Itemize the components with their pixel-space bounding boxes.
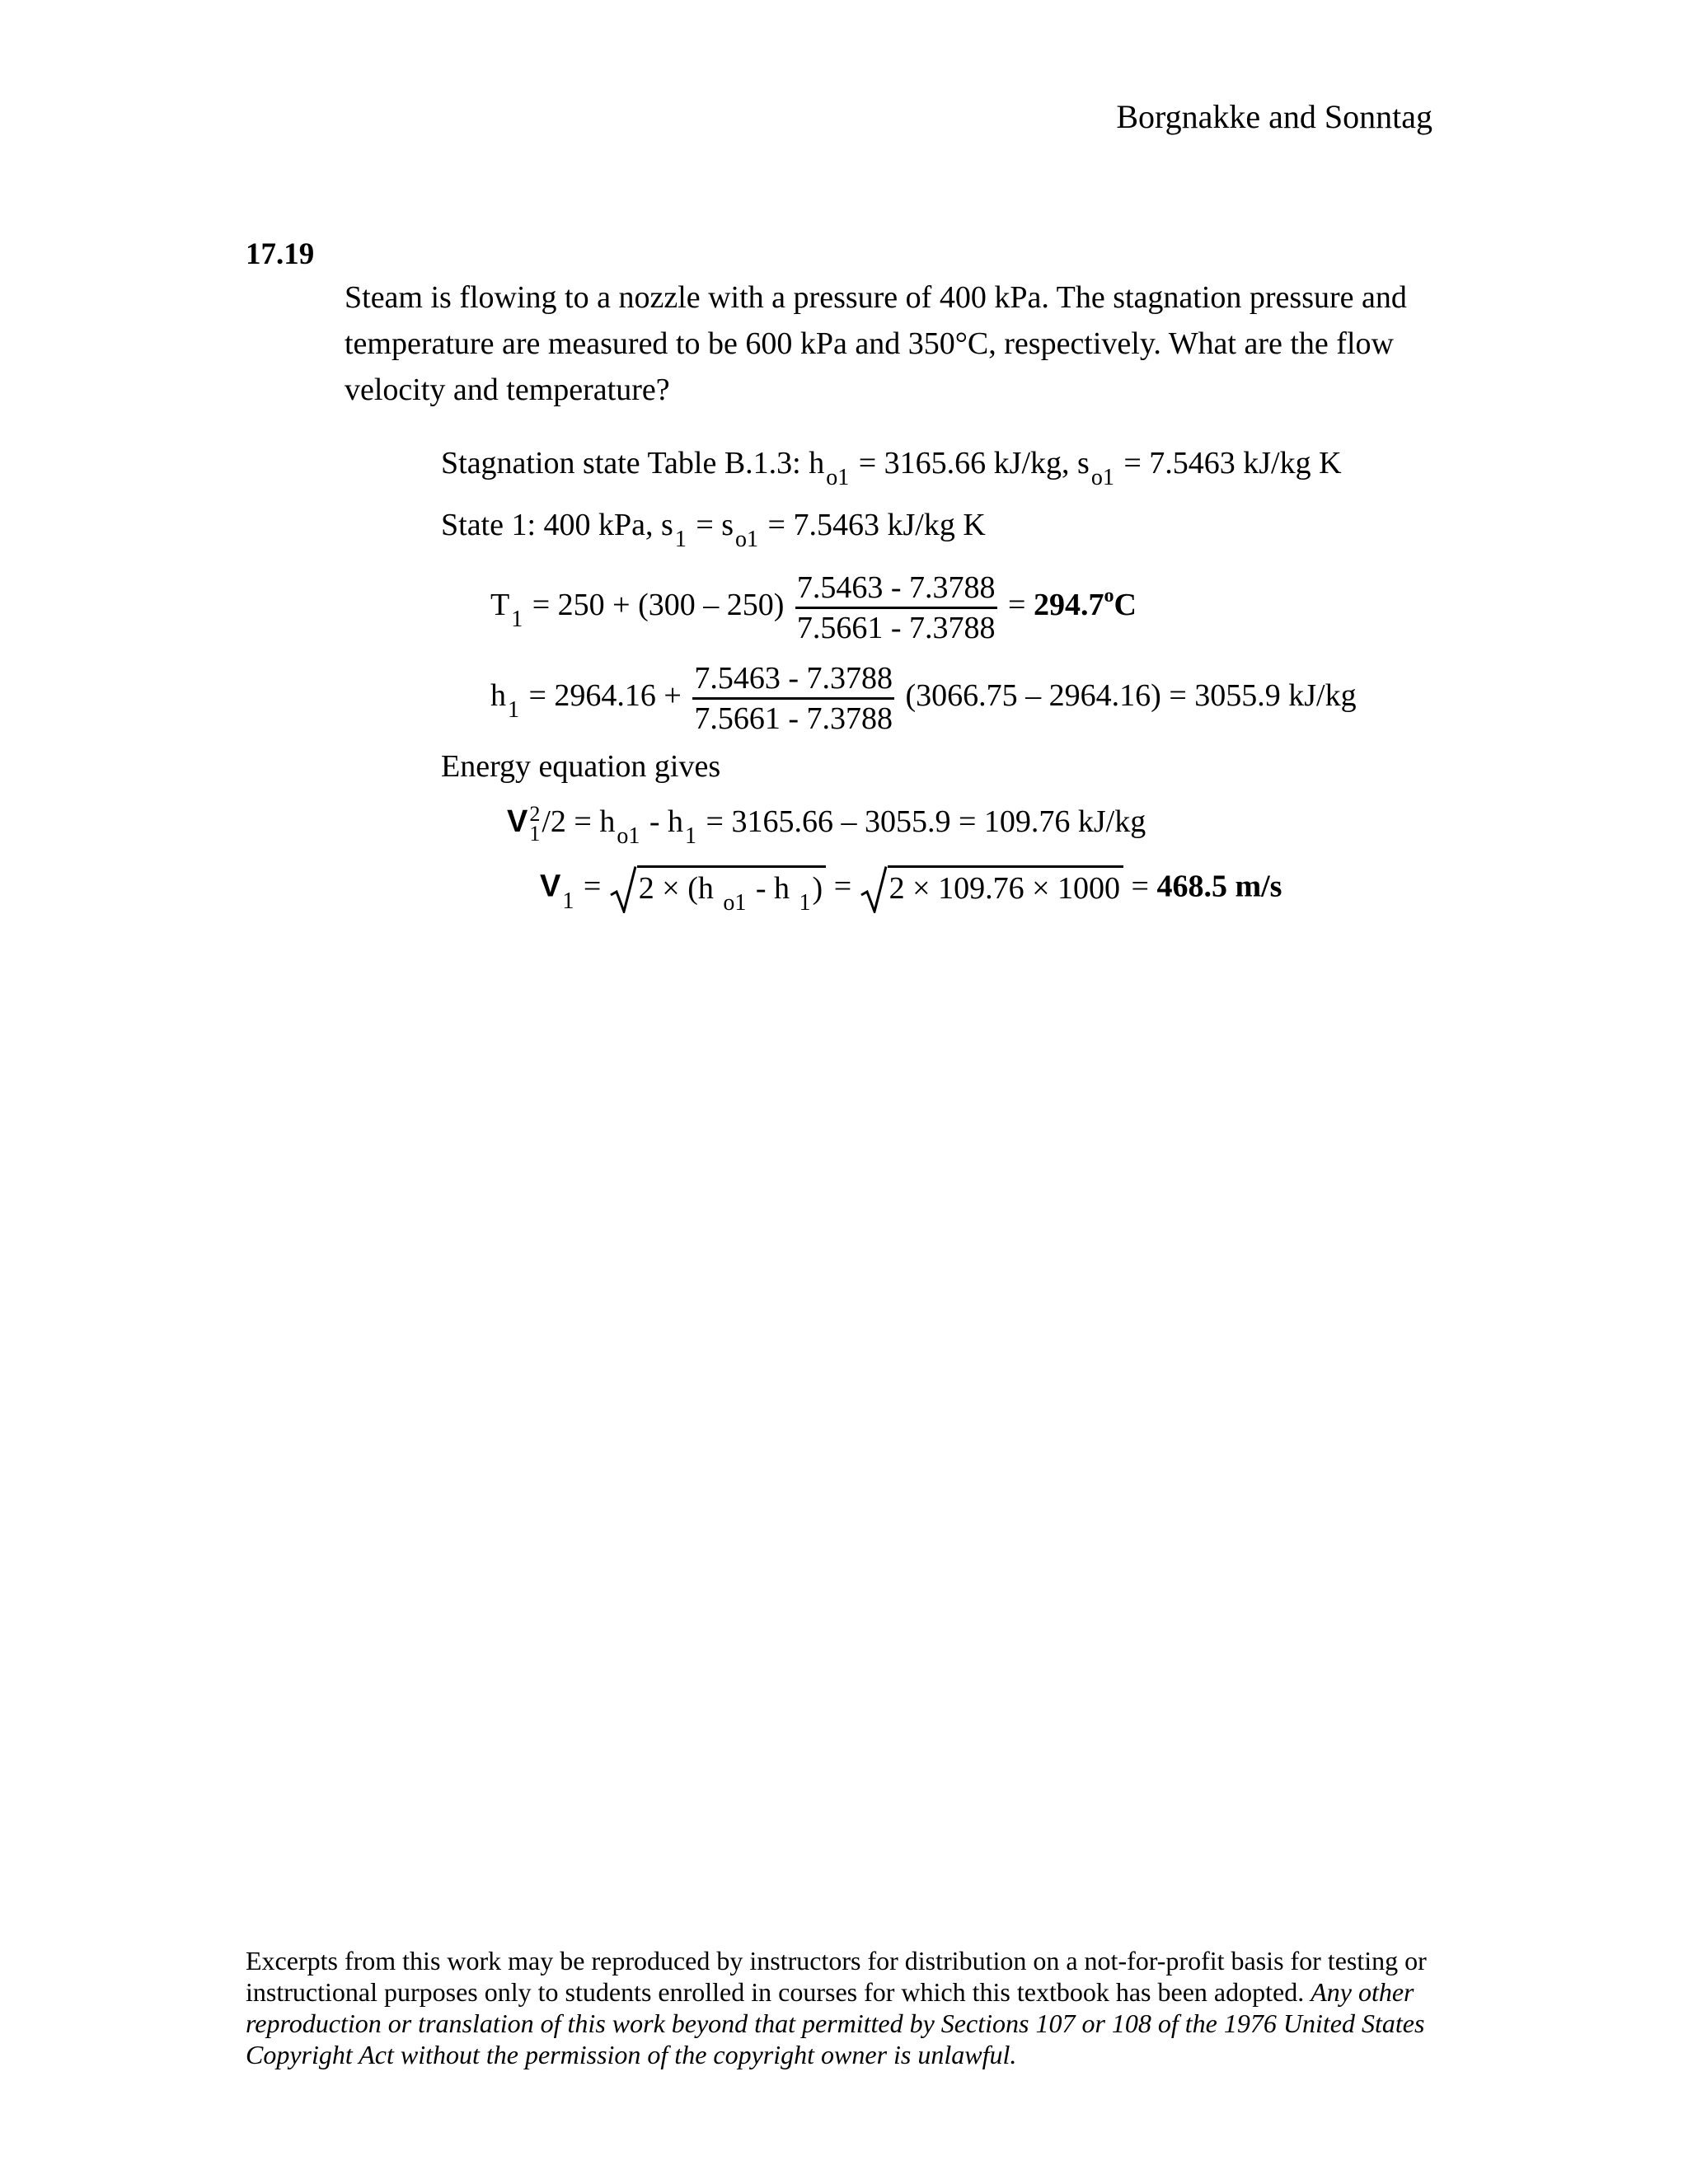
ke-rhs: = 3165.66 – 3055.9 = 109.76 kJ/kg bbox=[698, 804, 1146, 839]
h1-numerator: 7.5463 - 7.3788 bbox=[692, 659, 894, 700]
page-header-authors: Borgnakke and Sonntag bbox=[1116, 98, 1432, 135]
state1-s-subscript: 1 bbox=[674, 527, 687, 552]
ke-superscript: 2 bbox=[529, 802, 541, 827]
copyright-notice bbox=[246, 1945, 1441, 2070]
velocity-equation bbox=[540, 865, 1282, 916]
state1-value: = 7.5463 kJ/kg K bbox=[760, 508, 986, 542]
velocity-result: 468.5 m/s bbox=[1156, 869, 1282, 904]
h1-rhs: (3066.75 – 2964.16) = 3055.9 kJ/kg bbox=[905, 678, 1357, 714]
h1-fraction bbox=[692, 659, 894, 738]
ke-velocity-symbol: V bbox=[507, 804, 528, 839]
t1-result: 294.7$^o$C bbox=[1033, 585, 1137, 623]
sqrt-sub-o1: o1 bbox=[723, 890, 747, 916]
copyright-normal: Excerpts from this work may be reproduced by instructors for distribution on a not-for-profit basis for testing or instructional purposes only to students enrolled in courses for which this textbook has been adopted. bbox=[246, 1946, 1427, 2007]
sqrt-sub-1: 1 bbox=[799, 890, 811, 916]
h1-symbol: h bbox=[490, 678, 506, 714]
velocity-eq1: = bbox=[575, 869, 609, 904]
t1-fraction bbox=[795, 569, 997, 647]
h1-denominator: 7.5661 - 7.3788 bbox=[694, 701, 893, 736]
velocity-subscript: 1 bbox=[562, 888, 574, 914]
t1-lhs: = 250 + (300 – 250) bbox=[524, 588, 785, 623]
t1-equals: = bbox=[1008, 588, 1034, 623]
t1-equation bbox=[490, 569, 1137, 647]
ke-a-subscript: o1 bbox=[617, 823, 640, 849]
stagnation-s-value: = 7.5463 kJ/kg K bbox=[1115, 446, 1342, 480]
sqrt-numeric bbox=[860, 865, 1123, 913]
copyright-italic: Any other reproduction or translation of this work beyond that permitted by Sections 107 or 108 of the 1976 United States Copyright Act without the permission of the copyright owner is unlawful. bbox=[246, 1977, 1425, 2069]
t1-numerator: 7.5463 - 7.3788 bbox=[795, 569, 997, 609]
radical-sign-icon bbox=[860, 865, 888, 913]
velocity-eq3: = bbox=[1131, 869, 1157, 904]
h1-lhs: = 2964.16 + bbox=[521, 678, 682, 714]
t1-subscript: 1 bbox=[511, 607, 523, 633]
t1-symbol: T bbox=[490, 588, 510, 623]
state1-mid: = s bbox=[687, 508, 734, 542]
h1-subscript: 1 bbox=[508, 697, 519, 724]
stagnation-prefix: Stagnation state Table B.1.3: h bbox=[441, 446, 825, 480]
stagnation-s-subscript: o1 bbox=[1090, 465, 1114, 490]
energy-equation-label: Energy equation gives bbox=[441, 749, 721, 784]
velocity-symbol: V bbox=[540, 869, 561, 904]
sqrt-symbolic-radicand: 2 × (h $_{o1}$ - h $_1$) bbox=[637, 865, 826, 913]
ke-a: /2 = h bbox=[542, 804, 616, 839]
ke-b-subscript: 1 bbox=[685, 823, 697, 849]
state1-prefix: State 1: 400 kPa, s bbox=[441, 508, 673, 542]
state1-line bbox=[441, 507, 986, 552]
sqrt-symbolic bbox=[609, 865, 826, 916]
velocity-eq2: = bbox=[833, 869, 860, 904]
problem-number: 17.19 bbox=[246, 237, 315, 271]
kinetic-energy-equation bbox=[507, 802, 1146, 849]
ke-sup-sub bbox=[529, 804, 540, 844]
sqrt-numeric-radicand: 2 × 109.76 × 1000 bbox=[888, 865, 1123, 913]
stagnation-state-line bbox=[441, 445, 1342, 490]
ke-b: - h bbox=[641, 804, 684, 839]
t1-result-degree: o bbox=[1104, 585, 1114, 607]
state1-mid-subscript: o1 bbox=[735, 527, 759, 552]
h1-equation bbox=[490, 659, 1357, 738]
stagnation-h-value: = 3165.66 kJ/kg, s bbox=[851, 446, 1090, 480]
ke-subscript: 1 bbox=[529, 822, 541, 846]
stagnation-h-subscript: o1 bbox=[826, 465, 850, 490]
t1-denominator: 7.5661 - 7.3788 bbox=[796, 611, 996, 645]
problem-statement: Steam is flowing to a nozzle with a pressure of 400 kPa. The stagnation pressure and temperature are measured to be 600 kPa and 350°C, respectively. What are the flow velocity and temperature? bbox=[345, 280, 1407, 407]
radical-sign-icon bbox=[609, 865, 637, 913]
